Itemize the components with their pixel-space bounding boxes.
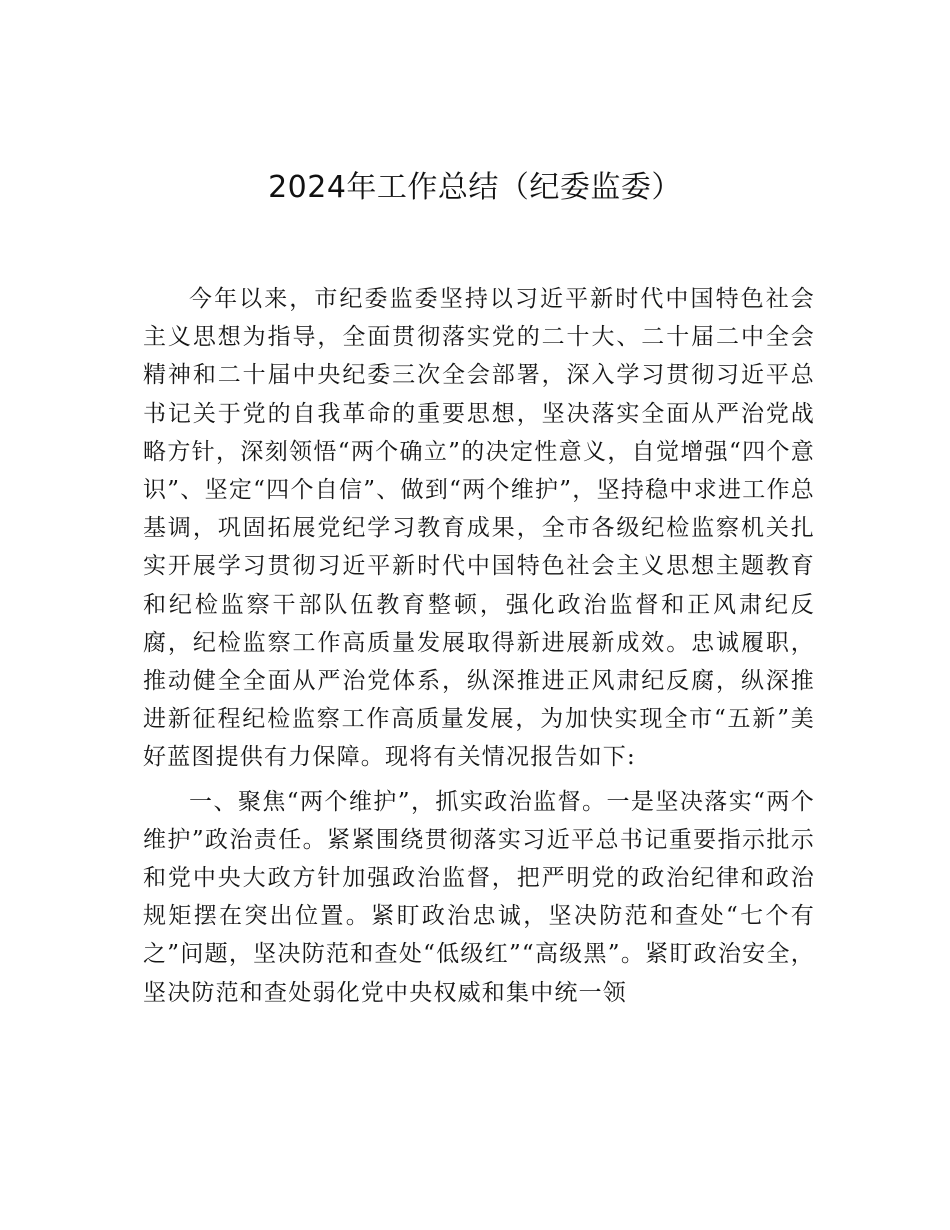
paragraph-intro: 今年以来，市纪委监委坚持以习近平新时代中国特色社会主义思想为指导，全面贯彻落实党的二十大、二十届二中全会精神和二十届中央纪委三次全会部署，深入学习贯彻习近平总书记关于党的自我革命的重要思想，坚决落实全面从严治党战略方针，深刻领悟“两个确立”的决定性意义，自觉增强“四个意识”、坚定“四个自信”、做到“两个维护”，坚持稳中求进工作总基调，巩固拓展党纪学习教育成果，全市各级纪检监察机关扎实开展学习贯彻习近平新时代中国特色社会主义思想主题教育和纪检监察干部队伍教育整顿，强化政治监督和正风肃纪反腐，纪检监察工作高质量发展取得新进展新成效。忠诚履职，推动健全全面从严治党体系，纵深推进正风肃纪反腐，纵深推进新征程纪检监察工作高质量发展，为加快实现全市“五新”美好蓝图提供有力保障。现将有关情况报告如下: <box>143 286 815 771</box>
document-body <box>143 280 815 1012</box>
document-title: 2024年工作总结（纪委监委） <box>268 170 682 205</box>
paragraph-section-one: 一、聚焦“两个维护”，抓实政治监督。一是坚决落实“两个维护”政治责任。紧紧围绕贯彻落实习近平总书记重要指示批示和党中央大政方针加强政治监督，把严明党的政治纪律和政治规矩摆在突出位置。紧盯政治忠诚，坚决防范和查处“七个有之”问题，坚决防范和查处“低级红”“高级黑”。紧盯政治安全，坚决防范和查处弱化党中央权威和集中统一领 <box>143 788 815 1006</box>
